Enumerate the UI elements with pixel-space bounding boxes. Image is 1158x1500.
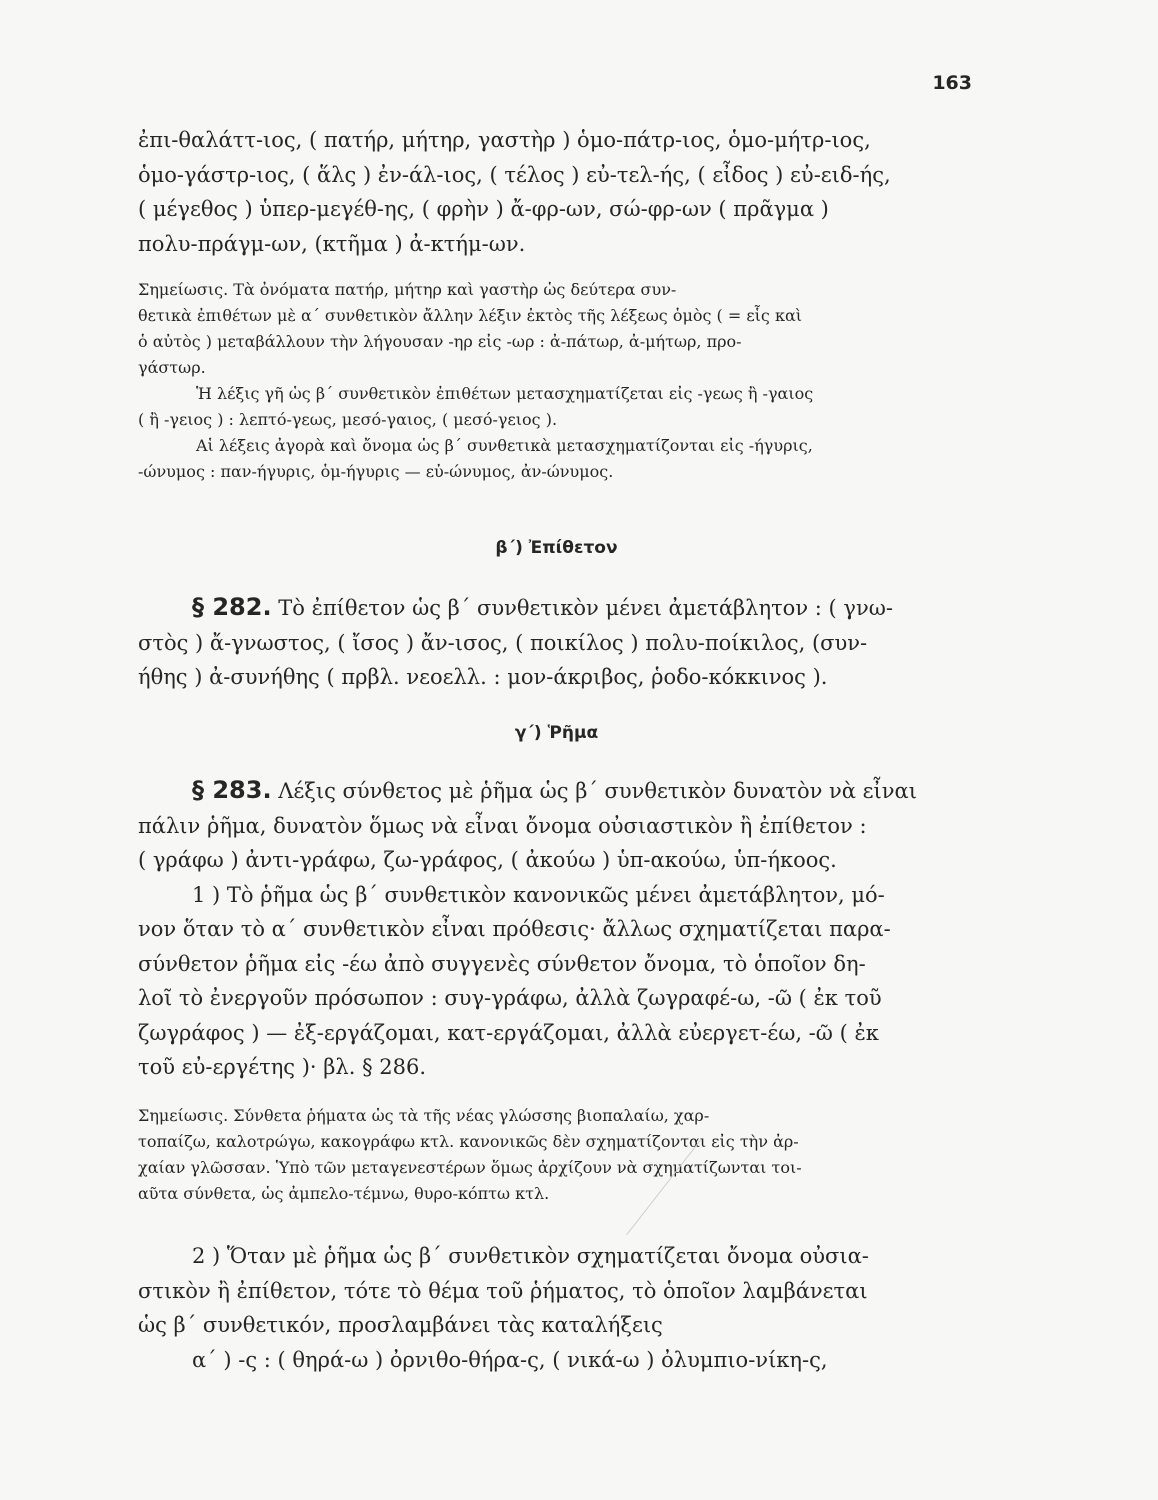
note-paragraph-1 — [138, 277, 975, 485]
text-line: σύνθετον ῥῆμα εἰς -έω ἀπὸ συγγενὲς σύνθετον ὄνομα, τὸ ὁποῖον δη- — [138, 951, 866, 976]
text-line: ζωγράφος ) — ἐξ-εργάζομαι, κατ-εργάζομαι, ἀλλὰ εὐεργετ-έω, -ῶ ( ἐκ — [138, 1020, 879, 1045]
text-line: λοῖ τὸ ἐνεργοῦν πρόσωπον : συγ-γράφω, ἀλλὰ ζωγραφέ-ω, -ῶ ( ἐκ τοῦ — [138, 986, 882, 1010]
text-line: πάλιν ῥῆμα, δυνατὸν ὅμως νὰ εἶναι ὄνομα οὐσιαστικὸν ἢ ἐπίθετον : — [138, 813, 867, 838]
note-line: τοπαίζω, καλοτρώγω, κακογράφω κτλ. κανονικῶς δὲν σχηματίζονται εἰς τὴν ἀρ- — [138, 1132, 799, 1151]
point-2-paragraph — [138, 1239, 975, 1377]
note-line: ( ἢ -γειος ) : λεπτό-γεως, μεσό-γαιος, ( μεσό-γειος ). — [138, 410, 558, 429]
text-line: ( γράφω ) ἀντι-γράφω, ζω-γράφος, ( ἀκούω ) ὑπ-ακούω, ὑπ-ήκοος. — [138, 848, 837, 872]
note-line: χαίαν γλῶσσαν. Ὑπὸ τῶν μεταγενεστέρων ὅμως ἀρχίζουν νὰ σχηματίζωνται τοι- — [138, 1158, 802, 1177]
note-line: Σημείωσις. Σύνθετα ῥήματα ὡς τὰ τῆς νέας γλώσσης βιοπαλαίω, χαρ- — [138, 1106, 710, 1125]
note-line: θετικὰ ἐπιθέτων μὲ α΄ συνθετικὸν ἄλλην λέξιν ἐκτὸς τῆς λέξεως ὁμὸς ( = εἷς καὶ — [138, 306, 803, 325]
text-line: ὡς β΄ συνθετικόν, προσλαμβάνει τὰς καταλήξεις — [138, 1313, 663, 1337]
text-line: νον ὅταν τὸ α΄ συνθετικὸν εἶναι πρόθεσις· ἄλλως σχηματίζεται παρα- — [138, 917, 891, 941]
note-line: ὁ αὐτὸς ) μεταβάλλουν τὴν λήγουσαν -ηρ εἰς -ωρ : ἀ-πάτωρ, ἀ-μήτωρ, προ- — [138, 332, 742, 351]
section-sign-282: § 282. — [192, 593, 272, 621]
text-line: ήθης ) ἀ-συνήθης ( πρβλ. νεοελλ. : μον-άκριβος, ῥοδο-κόκκινος ). — [138, 665, 828, 689]
text-line: Τὸ ἐπίθετον ὡς β΄ συνθετικὸν μένει ἀμετάβλητον : ( γνω- — [278, 596, 893, 620]
section-heading-adjective: β΄) Ἐπίθετον — [495, 538, 618, 558]
text-line: στὸς ) ἄ-γνωστος, ( ἴσος ) ἄν-ισος, ( ποικίλος ) πολυ-ποίκιλος, (συν- — [138, 630, 868, 655]
text-line: πολυ-πράγμ-ων, (κτῆμα ) ἀ-κτήμ-ων. — [138, 231, 526, 256]
note-line: Σημείωσις. Τὰ ὀνόματα πατήρ, μήτηρ καὶ γαστὴρ ὡς δεύτερα συν- — [138, 280, 677, 299]
text-line: στικὸν ἢ ἐπίθετον, τότε τὸ θέμα τοῦ ῥήματος, τὸ ὁποῖον λαμβάνεται — [138, 1278, 868, 1303]
note-line: Αἱ λέξεις ἀγορὰ καὶ ὄνομα ὡς β΄ συνθετικὰ μετασχηματίζονται εἰς -ήγυρις, — [196, 436, 813, 455]
text-line: 2 ) Ὅταν μὲ ῥῆμα ὡς β΄ συνθετικὸν σχηματίζεται ὄνομα οὐσια- — [192, 1244, 869, 1268]
section-282 — [138, 590, 975, 695]
note-line: Ἡ λέξις γῆ ὡς β΄ συνθετικὸν ἐπιθέτων μετασχηματίζεται εἰς -γεως ἢ -γαιος — [196, 384, 814, 403]
section-sign-283: § 283. — [192, 776, 272, 804]
text-line: ( μέγεθος ) ὑπερ-μεγέθ-ης, ( φρὴν ) ἄ-φρ-ων, σώ-φρ-ων ( πρᾶγμα ) — [138, 197, 829, 221]
text-line: 1 ) Τὸ ῥῆμα ὡς β΄ συνθετικὸν κανονικῶς μένει ἀμετάβλητον, μό- — [192, 882, 885, 907]
section-heading-verb: γ΄) Ῥῆμα — [514, 723, 599, 743]
text-line: α΄ ) -ς : ( θηρά-ω ) ὀρνιθο-θήρα-ς, ( νικά-ω ) ὀλυμπιο-νίκη-ς, — [192, 1347, 828, 1372]
note-paragraph-2 — [138, 1103, 975, 1207]
text-line: ἐπι-θαλάττ-ιος, ( πατήρ, μήτηρ, γαστὴρ ) ὁμο-πάτρ-ιος, ὁμο-μήτρ-ιος, — [138, 128, 871, 152]
note-line: -ώνυμος : παν-ήγυρις, ὁμ-ήγυρις — εὐ-ώνυμος, ἀν-ώνυμος. — [138, 462, 614, 481]
text-line: ὁμο-γάστρ-ιος, ( ἅλς ) ἐν-άλ-ιος, ( τέλος ) εὐ-τελ-ής, ( εἶδος ) εὐ-ειδ-ής, — [138, 162, 891, 187]
section-283 — [138, 773, 975, 1085]
note-line: αῦτα σύνθετα, ὡς ἀμπελο-τέμνω, θυρο-κόπτω κτλ. — [138, 1184, 550, 1203]
top-paragraph — [138, 123, 975, 261]
text-line: Λέξις σύνθετος μὲ ῥῆμα ὡς β΄ συνθετικὸν δυνατὸν νὰ εἶναι — [278, 779, 917, 803]
note-line: γάστωρ. — [138, 358, 206, 377]
page-number: 163 — [932, 72, 972, 94]
text-line: τοῦ εὐ-εργέτης )· βλ. § 286. — [138, 1055, 427, 1079]
